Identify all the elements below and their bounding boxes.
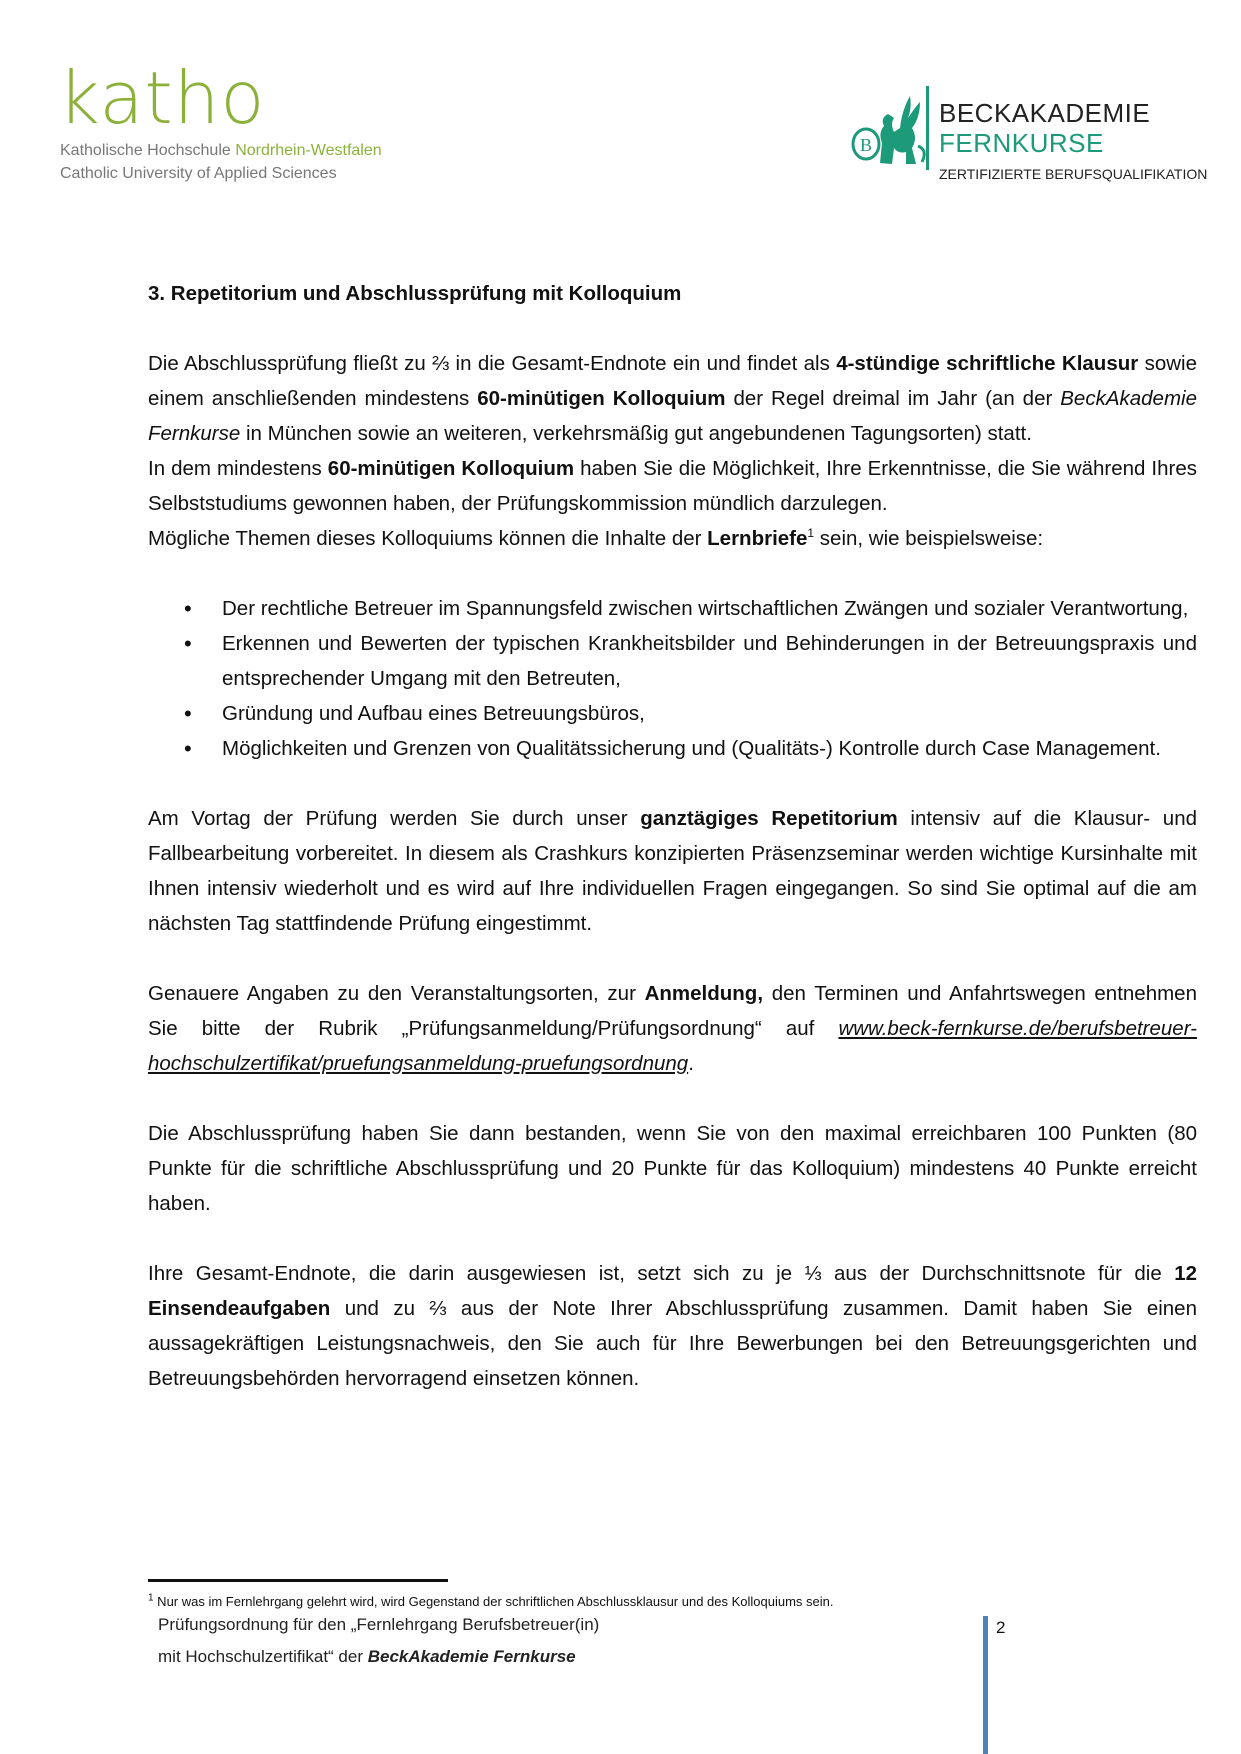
emphasis: ganztägiges Repetitorium [640,807,898,830]
paragraph-repetitorium [148,801,1197,941]
katho-name: Katholische Hochschule [60,142,236,159]
institution-name: BeckAkademie Fernkurse [148,387,1197,445]
footnote-separator [148,1579,448,1582]
emphasis: 60-minütigen Kolloquium [327,457,575,480]
emphasis: 60-minütigen Kolloquium [477,387,726,410]
griffin-emblem-icon [850,88,930,176]
list-item: • Möglichkeiten und Grenzen von Qualitätssicherung und (Qualitäts-) Kontrolle durch Case Management. [148,731,1197,766]
text: in München sowie an weiteren, verkehrsmäßig gut angebundenen Tagungsorten) statt. [240,422,1032,445]
text: den Terminen und Anfahrtswegen entnehmen Sie bitte der Rubrik „Prüfungsanmeldung/Prüfungsordnung“ auf [148,982,1197,1040]
text: Die Abschlussprüfung fließt zu ⅔ in die Gesamt-Endnote ein und findet als [148,352,837,375]
list-item: • Gründung und Aufbau eines Betreuungsbüros, [148,696,1197,731]
list-item: • Erkennen und Bewerten der typischen Krankheitsbilder und Behinderungen in der Betreuungspraxis und entsprechender Umgang mit den Betreuten, [148,626,1197,696]
footnote-ref[interactable]: 1 [807,526,815,541]
emphasis: Lernbriefe [707,527,808,550]
paragraph-registration [148,976,1197,1081]
beck-logo-divider [926,86,929,170]
text: . [688,1052,694,1075]
text: Am Vortag der Prüfung werden Sie durch unser [148,807,641,830]
katho-logo-line2: Catholic University of Applied Sciences [60,165,337,182]
beck-logo-line2: FERNKURSE [939,128,1104,158]
text: Genauere Angaben zu den Veranstaltungsorten, zur [148,982,645,1005]
text: Mögliche Themen dieses Kolloquiums können die Inhalte der [148,527,708,550]
katho-logo-wordmark: katho [58,56,266,140]
text: mit Hochschulzertifikat“ der [158,1647,368,1666]
document-body [148,276,1197,1396]
text: sowie einem anschließenden mindestens [148,352,1197,410]
emphasis: 12 Einsendeaufgaben [148,1262,1197,1320]
text: und zu ⅔ aus der Note Ihrer Abschlussprüfung zusammen. Damit haben Sie einen aussagekräftigen Leistungsnachweis, den Sie auch für Ihre Bewerbungen bei den Betreuungsgerichten und Betreuungsbehörden hervorragend einsetzen können. [148,1297,1197,1390]
beck-logo-tagline: ZERTIFIZIERTE BERUFSQUALIFIKATION [939,166,1208,182]
emphasis: Anmeldung, [644,982,764,1005]
topics-list [148,591,1197,766]
text: haben Sie die Möglichkeit, Ihre Erkenntnisse, die Sie während Ihres Selbststudiums gewonnen haben, der Prüfungskommission mündlich darzulegen. [148,457,1197,515]
page-number: 2 [996,1618,1006,1637]
beck-logo-line1: BECKAKADEMIE [939,98,1151,128]
institution-name: BeckAkademie Fernkurse [367,1647,576,1666]
svg-text:B: B [860,135,873,155]
footer-line2 [158,1647,576,1667]
text: Ihre Gesamt-Endnote, die darin ausgewiesen ist, setzt sich zu je ⅓ aus der Durchschnittsnote für die [148,1262,1175,1285]
list-item: • Der rechtliche Betreuer im Spannungsfeld zwischen wirtschaftlichen Zwängen und sozialer Verantwortung, [148,591,1197,626]
paragraph-exam-overview [148,346,1197,451]
footnote [148,1594,834,1609]
text: In dem mindestens [148,457,328,480]
footnote-marker: 1 [148,1592,154,1604]
paragraph-passing-criteria: Die Abschlussprüfung haben Sie dann bestanden, wenn Sie von den maximal erreichbaren 100 Punkten (80 Punkte für die schriftliche Abschlussprüfung und 20 Punkte für das Kolloquium) mindestens 40 Punkte erreicht haben. [148,1122,1197,1215]
paragraph-topics-intro [148,521,1197,556]
page-number-bar [983,1616,988,1754]
text: sein, wie beispielsweise: [814,527,1044,550]
katho-region: Nordrhein-Westfalen [235,142,382,159]
text: intensiv auf die Klausur- und Fallbearbeitung vorbereitet. In diesem als Crashkurs konzipierten Präsenzseminar werden wichtige Kursinhalte mit Ihnen intensiv wiederholt und es wird auf Ihre individuellen Fragen eingegangen. So sind Sie optimal auf die am nächsten Tag stattfindende Prüfung eingestimmt. [148,807,1197,935]
footer-line1: Prüfungsordnung für den „Fernlehrgang Berufsbetreuer(in) [158,1615,600,1634]
paragraph-colloquium [148,451,1197,521]
section-title: 3. Repetitorium und Abschlussprüfung mit Kolloquium [148,282,682,305]
footnote-text: Nur was im Fernlehrgang gelehrt wird, wird Gegenstand der schriftlichen Abschlussklausur und des Kolloquiums sein. [153,1594,834,1609]
paragraph-final-grade [148,1256,1197,1396]
text: der Regel dreimal im Jahr (an der [725,387,1061,410]
katho-logo-line1 [60,142,382,160]
registration-link[interactable]: www.beck-fernkurse.de/berufsbetreuer-hochschulzertifikat/pruefungsanmeldung-pruefungsordnung [148,1017,1197,1075]
emphasis: 4-stündige schriftliche Klausur [836,352,1139,375]
